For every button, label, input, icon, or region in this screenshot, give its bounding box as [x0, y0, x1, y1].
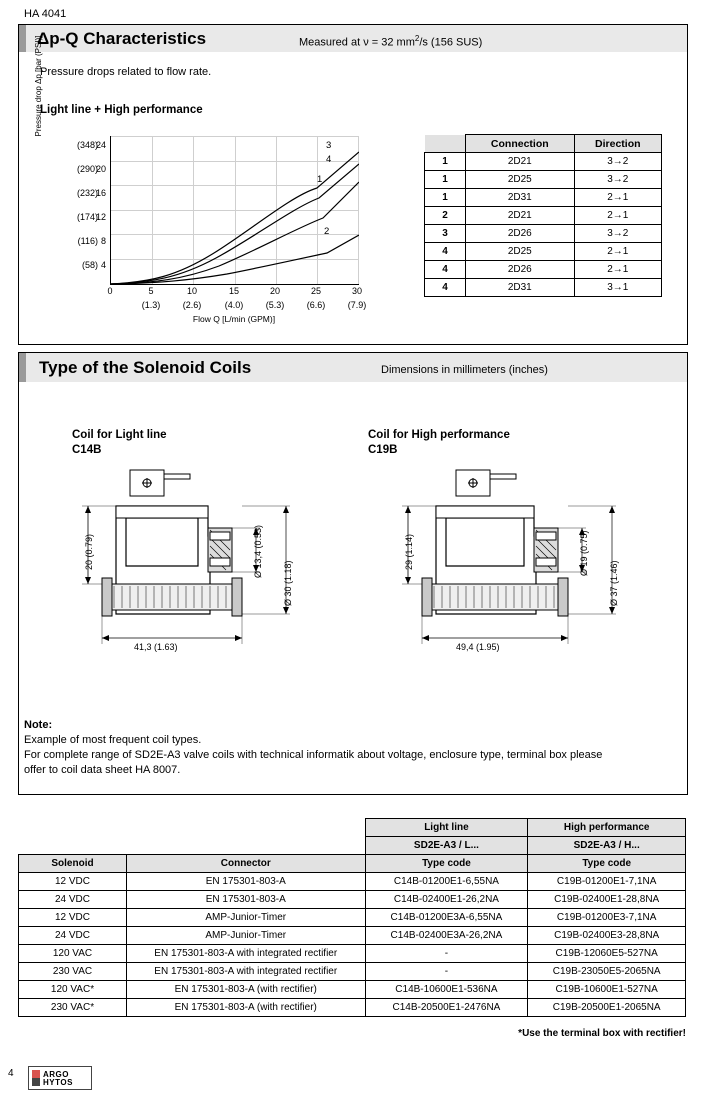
section1-subtitle-post: /s (156 SUS): [419, 36, 483, 49]
chart-y-bar-tick-3: 16: [95, 188, 106, 198]
chart-x-tick-2: 10: [186, 286, 198, 296]
chart-x-tick2-4: (5.3): [265, 300, 285, 310]
type-code-high: C19B-02400E3-28,8NA: [528, 927, 686, 945]
table-row: [425, 153, 662, 171]
chart-y-psi-tick-3: (232): [76, 188, 98, 198]
chart-y-psi-tick-2: (174): [76, 212, 98, 222]
table-row: [425, 189, 662, 207]
connection-value: 2D25: [466, 171, 575, 189]
connector-value: AMP-Junior-Timer: [127, 909, 366, 927]
type-code-light: C14B-02400E1-26,2NA: [365, 891, 528, 909]
type-code-light: -: [365, 963, 528, 981]
type-code-light: C14B-20500E1-2476NA: [365, 999, 528, 1017]
type-code-high: C19B-23050E5-2065NA: [528, 963, 686, 981]
type-code-light: C14B-10600E1-536NA: [365, 981, 528, 999]
connector-value: EN 175301-803-A (with rectifier): [127, 981, 366, 999]
direction-value: 3→1: [574, 279, 661, 297]
type-code-light: C14B-02400E3A-26,2NA: [365, 927, 528, 945]
connection-index: 4: [425, 243, 466, 261]
type-code-high: C19B-12060E5-527NA: [528, 945, 686, 963]
blank-cell: [127, 837, 366, 855]
connection-col-connection-header: Connection: [466, 135, 575, 153]
direction-value: 3→2: [574, 225, 661, 243]
connector-value: EN 175301-803-A (with rectifier): [127, 999, 366, 1017]
chart-x-axis-label: Flow Q [L/min (GPM)]: [192, 314, 276, 324]
section1-title: Δp-Q Characteristics: [37, 29, 207, 48]
table-row: [19, 945, 686, 963]
connector-value: EN 175301-803-A: [127, 873, 366, 891]
table-row: [425, 243, 662, 261]
blank-cell: [19, 837, 127, 855]
chart-curves: [111, 136, 359, 284]
coil-right-drawing: [378, 466, 638, 666]
chart-curve-label-2: 2: [324, 226, 330, 237]
section1-subtitle-sup: 2: [414, 34, 420, 43]
document-code: HA 4041: [24, 8, 67, 20]
connector-value: EN 175301-803-A with integrated rectifier: [127, 945, 366, 963]
chart-x-tick-6: 30: [351, 286, 363, 296]
connector-value: EN 175301-803-A: [127, 891, 366, 909]
coil-right-height-dim: 29 (1.14): [404, 533, 414, 570]
direction-value: 2→1: [574, 243, 661, 261]
section-accent-bar: [19, 353, 26, 383]
solenoid-value: 24 VDC: [19, 927, 127, 945]
section2-title: Type of the Solenoid Coils: [39, 358, 252, 377]
connection-col-index-header: [425, 135, 466, 153]
connection-value: 2D31: [466, 189, 575, 207]
subheader-high-performance-code: SD2E-A3 / H...: [528, 837, 686, 855]
section2-subtitle: Dimensions in millimeters (inches): [381, 364, 548, 376]
table-footnote: *Use the terminal box with rectifier!: [518, 1028, 686, 1039]
section1-lead-text: Pressure drops related to flow rate.: [40, 66, 212, 78]
direction-value: 3→2: [574, 153, 661, 171]
chart-curve-label-4: 4: [326, 154, 332, 165]
chart-y-psi-tick-1: (116): [77, 236, 98, 246]
chart-y-axis-label: Pressure drop Δp [bar (PSI)]: [34, 35, 43, 137]
type-code-light: -: [365, 945, 528, 963]
chart-x-tick-5: 25: [310, 286, 322, 296]
connection-table-header-row: [425, 135, 662, 153]
subheader-light-line-code: SD2E-A3 / L...: [365, 837, 528, 855]
chart-curve-label-3: 3: [326, 140, 332, 151]
note-block: [24, 718, 602, 778]
solenoid-value: 230 VAC*: [19, 999, 127, 1017]
header-connector: Connector: [127, 855, 366, 873]
coil-type-code-table: [18, 818, 686, 1017]
chart-y-bar-tick-4: 20: [95, 164, 106, 174]
table-row: [425, 171, 662, 189]
coil-left-outer-diameter-dim: Ø 30 (1.18): [283, 560, 293, 606]
table-header-row: [19, 855, 686, 873]
coil-right-caption: [368, 428, 510, 458]
chart-x-tick2-2: (2.6): [182, 300, 202, 310]
solenoid-value: 12 VDC: [19, 909, 127, 927]
chart-x-tick-4: 20: [269, 286, 281, 296]
section1-subtitle: [299, 34, 482, 49]
coil-left-caption-text: Coil for Light line: [72, 429, 167, 441]
table-row: [425, 279, 662, 297]
chart-x-tick2-1: (1.3): [141, 300, 161, 310]
header-type-code-light: Type code: [365, 855, 528, 873]
table-subheader-row: [19, 837, 686, 855]
table-row: [19, 927, 686, 945]
table-row: [425, 261, 662, 279]
chart-x-tick2-5: (6.6): [306, 300, 326, 310]
table-row: [19, 999, 686, 1017]
coil-right-caption-text: Coil for High performance: [368, 429, 510, 441]
group-header-light-line: Light line: [365, 819, 528, 837]
coil-right-width-dim: 49,4 (1.95): [456, 642, 500, 652]
table-row: [19, 981, 686, 999]
chart-y-psi-tick-5: (348): [76, 140, 98, 150]
chart-x-tick-3: 15: [228, 286, 240, 296]
blank-cell: [127, 819, 366, 837]
table-row: [19, 891, 686, 909]
coil-left-width-dim: 41,3 (1.63): [134, 642, 178, 652]
type-code-high: C19B-01200E1-7,1NA: [528, 873, 686, 891]
connection-index: 3: [425, 225, 466, 243]
page-number: 4: [8, 1068, 14, 1079]
chart-x-tick2-3: (4.0): [224, 300, 244, 310]
note-title: Note:: [24, 719, 53, 731]
connection-table: [424, 134, 662, 297]
section1-subtitle-pre: Measured at ν = 32 mm: [299, 36, 415, 49]
blank-cell: [19, 819, 127, 837]
coil-left-code: C14B: [72, 444, 102, 456]
section-header-solenoid-coils: [18, 352, 688, 383]
connection-index: 2: [425, 207, 466, 225]
connection-index: 1: [425, 153, 466, 171]
note-line-3: offer to coil data sheet HA 8007.: [24, 764, 181, 776]
table-row: [19, 963, 686, 981]
coil-left-caption: [72, 428, 167, 458]
chart-x-tick-0: 0: [107, 286, 113, 296]
chart-y-psi-tick-0: (58): [81, 260, 98, 270]
coil-left-height-dim: 20 (0.79): [84, 533, 94, 570]
type-code-high: C19B-20500E1-2065NA: [528, 999, 686, 1017]
coil-left-inner-diameter-dim: Ø 13,4 (0.53): [253, 524, 263, 578]
connection-index: 1: [425, 171, 466, 189]
header-solenoid: Solenoid: [19, 855, 127, 873]
chart-group-label: Light line + High performance: [40, 104, 203, 116]
type-code-high: C19B-01200E3-7,1NA: [528, 909, 686, 927]
section-header-dp-q: [18, 24, 688, 53]
coil-right-outer-diameter-dim: Ø 37 (1.46): [609, 560, 619, 606]
connection-value: 2D31: [466, 279, 575, 297]
solenoid-value: 12 VDC: [19, 873, 127, 891]
chart-y-bar-tick-1: 8: [100, 236, 106, 246]
coil-left-drawing: [60, 466, 320, 666]
table-row: [425, 207, 662, 225]
connection-value: 2D25: [466, 243, 575, 261]
chart-x-tick2-6: (7.9): [347, 300, 367, 310]
type-code-light: C14B-01200E3A-6,55NA: [365, 909, 528, 927]
table-row: [19, 873, 686, 891]
direction-value: 2→1: [574, 261, 661, 279]
connection-col-direction-header: Direction: [574, 135, 661, 153]
table-row: [425, 225, 662, 243]
connection-index: 4: [425, 261, 466, 279]
direction-value: 2→1: [574, 189, 661, 207]
chart-y-bar-tick-2: 12: [95, 212, 106, 222]
section-accent-bar: [19, 25, 26, 53]
solenoid-value: 120 VAC: [19, 945, 127, 963]
chart-x-tick-1: 5: [148, 286, 154, 296]
connection-value: 2D21: [466, 153, 575, 171]
header-type-code-high: Type code: [528, 855, 686, 873]
solenoid-value: 120 VAC*: [19, 981, 127, 999]
table-row: [19, 909, 686, 927]
connection-index: 1: [425, 189, 466, 207]
type-code-light: C14B-01200E1-6,55NA: [365, 873, 528, 891]
note-line-2: For complete range of SD2E-A3 valve coils with technical informatik about voltage, enclosure type, terminal box please: [24, 749, 603, 761]
chart-curve-label-1: 1: [317, 174, 323, 185]
solenoid-value: 230 VAC: [19, 963, 127, 981]
type-code-high: C19B-10600E1-527NA: [528, 981, 686, 999]
coil-right-code: C19B: [368, 444, 398, 456]
connection-value: 2D21: [466, 207, 575, 225]
connection-value: 2D26: [466, 225, 575, 243]
table-group-header-row: [19, 819, 686, 837]
logo-line-2: HYTOS: [43, 1078, 73, 1087]
note-line-1: Example of most frequent coil types.: [24, 734, 202, 746]
type-code-high: C19B-02400E1-28,8NA: [528, 891, 686, 909]
chart-y-bar-tick-0: 4: [100, 260, 106, 270]
argo-hytos-logo: [28, 1066, 92, 1090]
chart-plot-area: [110, 136, 359, 285]
group-header-high-performance: High performance: [528, 819, 686, 837]
direction-value: 3→2: [574, 171, 661, 189]
logo-line-1: ARGO: [43, 1070, 69, 1079]
coil-right-inner-diameter-dim: Ø 19 (0.75): [579, 530, 589, 576]
chart-y-psi-tick-4: (290): [76, 164, 98, 174]
chart-y-bar-tick-5: 24: [95, 140, 106, 150]
direction-value: 2→1: [574, 207, 661, 225]
solenoid-value: 24 VDC: [19, 891, 127, 909]
connector-value: EN 175301-803-A with integrated rectifier: [127, 963, 366, 981]
connector-value: AMP-Junior-Timer: [127, 927, 366, 945]
connection-value: 2D26: [466, 261, 575, 279]
connection-index: 4: [425, 279, 466, 297]
